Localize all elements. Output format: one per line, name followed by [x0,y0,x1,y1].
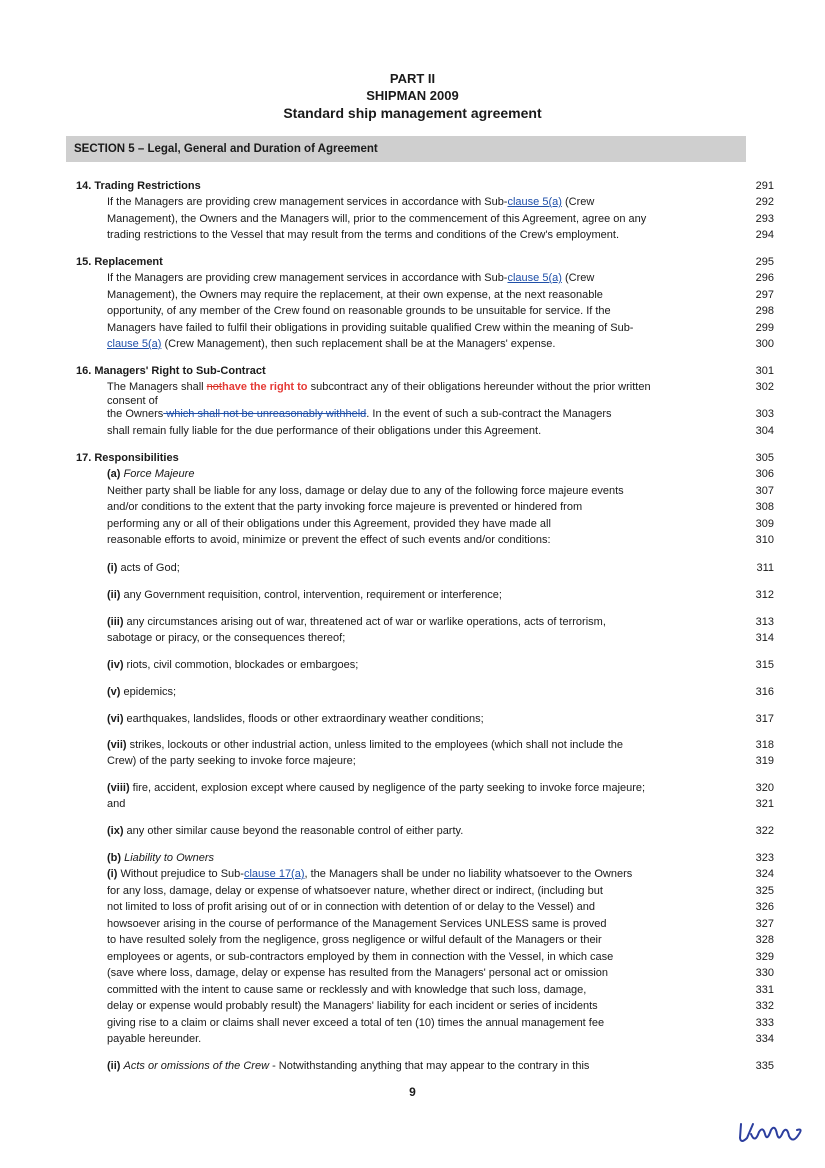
line-number: 304 [755,425,774,437]
text-line [0,227,825,243]
line-number: 302 [755,381,774,393]
text-line [0,211,825,227]
text-segment: - Notwithstanding anything that may appear to the contrary in this [269,1060,590,1072]
clause-reference-link[interactable]: clause 5(a) [507,272,562,284]
line-number: 314 [755,632,774,644]
line-number: 315 [755,659,774,671]
line-number: 291 [755,180,774,192]
text-segment: delay or expense would probably result) the Managers' liability for each incident or series of incidents [107,1000,598,1012]
text-line [0,1058,825,1074]
text-segment: (ix) [107,825,124,837]
line-number: 328 [755,934,774,946]
text-segment: (vii) [107,739,127,751]
text-line [0,823,825,839]
part-heading: PART II [389,71,436,86]
text-segment: . In the event of such a sub-contract the Managers [366,408,612,420]
text-segment: 17. Responsibilities [76,452,179,464]
document-title: SHIPMAN 2009 [366,88,459,103]
text-line [0,532,825,548]
line-text [107,866,632,882]
line-text [107,270,594,286]
line-number: 322 [755,825,774,837]
text-segment: and/or conditions to the extent that the party invoking force majeure is prevented or hindered from [107,501,583,513]
clause-reference-link[interactable]: clause 5(a) [507,196,562,208]
line-text [107,287,603,303]
line-text [107,499,582,515]
line-number: 310 [755,534,774,546]
text-segment: 16. Managers' Right to Sub-Contract [76,365,266,377]
text-line [0,587,825,603]
line-number: 292 [755,196,774,208]
line-number: 326 [755,901,774,913]
text-line [0,965,825,981]
text-segment: earthquakes, landslides, floods or other extraordinary weather conditions; [123,713,484,725]
line-text [107,560,180,576]
line-text [107,684,176,700]
line-number: 319 [755,755,774,767]
line-number: 335 [755,1060,774,1072]
page-number: 9 [409,1085,416,1099]
line-number: 312 [755,589,774,601]
line-text [107,883,603,899]
line-number: 305 [755,452,774,464]
text-segment: subcontract any of their obligations hereunder without the prior written [307,381,651,393]
line-number: 324 [755,868,774,880]
line-text [107,949,613,965]
line-number: 311 [756,562,774,574]
text-line [0,483,825,499]
text-segment: (b) [107,852,122,864]
text-segment: Force Majeure [123,468,195,480]
line-number: 332 [755,1000,774,1012]
text-segment: (iv) [107,659,124,671]
text-line [0,423,825,439]
text-segment: consent of [107,395,158,407]
text-line [0,336,825,352]
text-line [0,406,825,422]
text-segment: any circumstances arising out of war, threatened act of war or warlike operations, acts of terrorism, [123,616,606,628]
line-number: 298 [755,305,774,317]
text-segment: (vi) [107,713,124,725]
text-segment: shall remain fully liable for the due performance of their obligations under this Agreement. [107,425,542,437]
text-segment: (ii) [107,1060,121,1072]
text-line [0,178,825,194]
line-text [107,1058,589,1074]
text-line [0,1015,825,1031]
text-segment: any other similar cause beyond the reasonable control of either party. [123,825,464,837]
line-text [107,753,356,769]
line-number: 300 [755,338,774,350]
line-text [107,982,586,998]
text-segment: (Crew [561,196,595,208]
text-segment: epidemics; [120,686,177,698]
line-text [107,796,125,812]
text-segment: (save where loss, damage, delay or expense has resulted from the Managers' personal act or omission [107,967,609,979]
text-segment: not limited to loss of profit arising out of or in connection with detention of or delay to the Vessel) and [107,901,595,913]
line-number: 293 [755,213,774,225]
line-number: 321 [755,798,774,810]
line-number: 303 [755,408,774,420]
text-segment: payable hereunder. [107,1033,202,1045]
line-text [107,932,602,948]
line-text [107,227,619,243]
text-segment: If the Managers are providing crew management services in accordance with Sub- [107,272,508,284]
line-number: 308 [755,501,774,513]
text-line [0,916,825,932]
line-number: 297 [755,289,774,301]
text-line [0,998,825,1014]
line-text [76,363,266,379]
text-segment: Management), the Owners and the Managers will, prior to the commencement of this Agreement, agree on any [107,213,647,225]
text-line [0,466,825,482]
text-line [0,450,825,466]
line-number: 313 [755,616,774,628]
text-line [0,753,825,769]
line-number: 330 [755,967,774,979]
clause-reference-link[interactable]: clause 17(a) [243,868,305,880]
line-text [107,211,646,227]
line-text [107,194,594,210]
text-line [0,850,825,866]
line-text [107,303,611,319]
text-line [0,614,825,630]
text-segment: Managers have failed to fulfil their obligations in providing suitable qualified Crew within the meaning of Sub- [107,322,634,334]
line-text [107,336,555,352]
deleted-text: not [206,381,222,393]
line-text [107,630,345,646]
text-segment: trading restrictions to the Vessel that may result from the terms and conditions of the Crew's employment. [107,229,619,241]
line-text [107,587,502,603]
line-text [107,406,611,422]
line-text [107,657,358,673]
section-heading: SECTION 5 – Legal, General and Duration of Agreement [66,136,746,162]
text-segment: for any loss, damage, delay or expense of whatsoever nature, whether direct or indirect, (including but [107,885,603,897]
line-number: 301 [755,365,774,377]
text-line [0,657,825,673]
text-segment: 14. Trading Restrictions [76,180,201,192]
text-segment: (viii) [107,782,130,794]
line-text [107,780,645,796]
line-number: 307 [755,485,774,497]
line-number: 329 [755,951,774,963]
line-number: 320 [755,782,774,794]
line-text [107,320,633,336]
text-segment: to have resulted solely from the negligence, gross negligence or wilful default of the Managers or their [107,934,602,946]
line-number: 309 [755,518,774,530]
text-line [0,287,825,303]
line-text [107,737,623,753]
text-line [0,684,825,700]
text-segment: (a) [107,468,121,480]
text-line [0,711,825,727]
text-segment: the Owners [107,408,164,420]
text-line [0,1031,825,1047]
line-text [107,516,551,532]
line-number: 316 [755,686,774,698]
text-segment: performing any or all of their obligations under this Agreement, provided they have made all [107,518,551,530]
text-segment: riots, civil commotion, blockades or embargoes; [123,659,359,671]
line-number: 333 [755,1017,774,1029]
line-text [107,916,607,932]
text-line [0,949,825,965]
text-segment: fire, accident, explosion except where caused by negligence of the party seeking to invoke force majeure; [129,782,646,794]
text-segment: Management), the Owners may require the replacement, at their own expense, at the next reasonable [107,289,603,301]
line-number: 334 [755,1033,774,1045]
clause-reference-link[interactable]: clause 5(a) [107,338,162,350]
document-subtitle: Standard ship management agreement [283,105,542,121]
inserted-text: have the right to [221,381,308,393]
text-segment: giving rise to a claim or claims shall never exceed a total of ten (10) times the annual management fee [107,1017,605,1029]
text-segment: (Crew [561,272,595,284]
line-text [76,450,179,466]
line-text [107,423,541,439]
text-segment: (i) [107,562,118,574]
text-line [0,796,825,812]
text-line [0,320,825,336]
deleted-text: which shall not be unreasonably withheld [163,408,367,420]
line-number: 296 [755,272,774,284]
text-line [0,982,825,998]
line-text [107,466,194,482]
line-number: 327 [755,918,774,930]
line-text [107,1031,201,1047]
line-text [107,1015,604,1031]
text-segment: acts of God; [117,562,180,574]
text-line [0,780,825,796]
text-line [0,499,825,515]
text-segment: Without prejudice to Sub- [117,868,244,880]
text-segment: (v) [107,686,121,698]
line-text [76,178,201,194]
text-segment: (ii) [107,589,121,601]
text-line [0,630,825,646]
text-line [0,560,825,576]
text-segment: Liability to Owners [124,852,214,864]
text-line [0,932,825,948]
text-segment: The Managers shall [107,381,207,393]
line-text [107,532,551,548]
handwritten-initials-signature [735,1118,807,1148]
text-segment: Neither party shall be liable for any loss, damage or delay due to any of the following force majeure events [107,485,624,497]
text-line [0,194,825,210]
line-text [107,711,484,727]
line-number: 295 [755,256,774,268]
line-text [107,850,214,866]
text-line [0,737,825,753]
text-segment: committed with the intent to cause same or recklessly and with knowledge that such loss, damage, [107,984,587,996]
line-number: 306 [755,468,774,480]
text-line [0,866,825,882]
text-segment: (Crew Management), then such replacement shall be at the Managers' expense. [161,338,556,350]
text-segment: (iii) [107,616,124,628]
text-line [0,254,825,270]
text-line [0,303,825,319]
text-line [0,516,825,532]
text-segment: reasonable efforts to avoid, minimize or prevent the effect of such events and/or conditions: [107,534,551,546]
line-text [107,998,598,1014]
line-number: 331 [755,984,774,996]
text-segment: sabotage or piracy, or the consequences thereof; [107,632,346,644]
line-number: 325 [755,885,774,897]
text-segment: employees or agents, or sub-contractors employed by them in connection with the Vessel, in which case [107,951,614,963]
text-line [0,363,825,379]
line-text [107,823,463,839]
text-segment: If the Managers are providing crew management services in accordance with Sub- [107,196,508,208]
text-segment: 15. Replacement [76,256,163,268]
line-number: 294 [755,229,774,241]
line-number: 317 [755,713,774,725]
text-segment: any Government requisition, control, intervention, requirement or interference; [120,589,502,601]
line-text [107,483,624,499]
text-segment: Crew) of the party seeking to invoke force majeure; [107,755,356,767]
line-text [107,899,595,915]
line-text [107,614,606,630]
line-number: 299 [755,322,774,334]
text-segment: and [107,798,126,810]
text-segment: opportunity, of any member of the Crew found on reasonable grounds to be unsuitable for service. If the [107,305,611,317]
text-line [0,270,825,286]
text-line [0,883,825,899]
text-segment: strikes, lockouts or other industrial action, unless limited to the employees (which shall not include the [126,739,624,751]
text-segment: howsoever arising in the course of performance of the Management Services UNLESS same is proved [107,918,607,930]
text-line [0,899,825,915]
line-text [107,965,608,981]
text-segment: Acts or omissions of the Crew [123,1060,270,1072]
text-segment: (i) [107,868,118,880]
text-segment: , the Managers shall be under no liability whatsoever to the Owners [304,868,633,880]
line-text [76,254,163,270]
line-number: 318 [755,739,774,751]
line-number: 323 [755,852,774,864]
